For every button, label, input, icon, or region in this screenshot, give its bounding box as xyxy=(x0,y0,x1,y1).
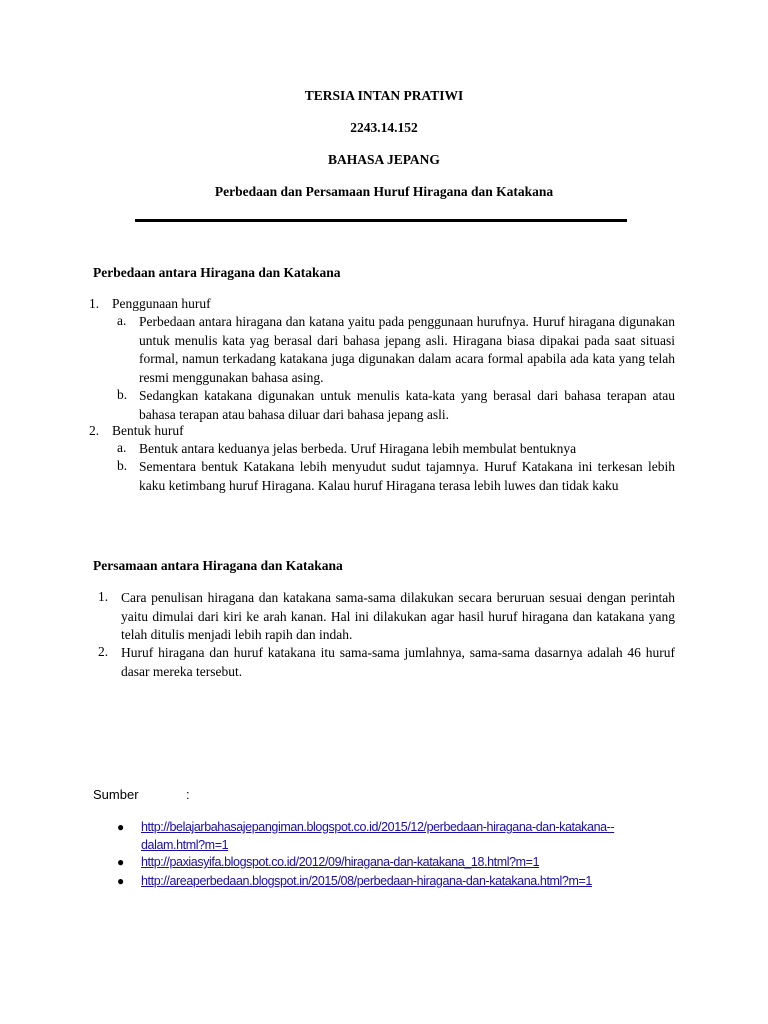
source-link[interactable]: http://paxiasyifa.blogspot.co.id/2012/09/hiragana-dan-katakana_18.html?m=1 xyxy=(141,855,540,869)
bullet-icon: ● xyxy=(117,820,125,834)
list-number: 2. xyxy=(98,644,109,659)
sumber-colon: : xyxy=(186,787,190,802)
sumber-label: Sumber xyxy=(93,787,139,802)
subject-title: BAHASA JEPANG xyxy=(328,152,440,167)
list-item-text: Cara penulisan hiragana dan katakana sama-sama dilakukan secara beruruan sesuai dengan perintah yaitu dimulai dari kiri ke arah kanan. Hal ini dilakukan agar hasil huruf hiragana dan katakana yang telah ditulis menjadi lebih rapih dan indah. xyxy=(121,590,675,642)
author-name: TERSIA INTAN PRATIWI xyxy=(304,88,464,103)
sub-letter: b. xyxy=(117,458,128,473)
bullet-icon: ● xyxy=(117,874,125,888)
bullet-icon: ● xyxy=(117,855,125,869)
list-number: 1. xyxy=(98,589,109,604)
list-number: 2. xyxy=(89,423,100,438)
sub-item-text: Sementara bentuk Katakana lebih menyudut sudut tajamnya. Huruf Katakana ini terkesan lebih kaku ketimbang huruf Hiragana. Kalau huruf Hiragana terasa lebih luwes dan tidak kaku xyxy=(139,459,675,493)
title-divider xyxy=(135,219,627,222)
sub-letter: a. xyxy=(117,440,127,455)
sub-item-text: Bentuk antara keduanya jelas berbeda. Uruf Hiragana lebih membulat bentuknya xyxy=(139,441,577,456)
persamaan-heading: Persamaan antara Hiragana dan Katakana xyxy=(93,558,343,573)
list-item-title: Bentuk huruf xyxy=(112,423,184,438)
document-title: Perbedaan dan Persamaan Huruf Hiragana dan Katakana xyxy=(214,184,554,199)
sub-item-text: Sedangkan katakana digunakan untuk menulis kata-kata yang berasal dari bahasa terapan atau bahasa terapan atau bahasa diluar dari bahasa jepang asli. xyxy=(139,388,675,422)
list-item-title: Penggunaan huruf xyxy=(112,296,211,311)
sub-letter: a. xyxy=(117,313,127,328)
sub-letter: b. xyxy=(117,387,128,402)
perbedaan-heading: Perbedaan antara Hiragana dan Katakana xyxy=(93,265,341,280)
source-link[interactable]: http://areaperbedaan.blogspot.in/2015/08/perbedaan-hiragana-dan-katakana.html?m=1 xyxy=(141,874,592,888)
student-id: 2243.14.152 xyxy=(350,120,418,135)
list-item-text: Huruf hiragana dan huruf katakana itu sama-sama jumlahnya, sama-sama dasarnya adalah 46 huruf dasar mereka tersebut. xyxy=(121,645,675,679)
source-link[interactable]: http://belajarbahasajepangiman.blogspot.co.id/2015/12/perbedaan-hiragana-dan-katakana--dalam.html?m=1 xyxy=(141,820,615,852)
list-number: 1. xyxy=(89,296,100,311)
sub-item-text: Perbedaan antara hiragana dan katana yaitu pada penggunaan hurufnya. Huruf hiragana digunakan untuk menulis kata yag berasal dari bahasa jepang asli. Hiragana biasa dipakai pada saat situasi formal, namun terkadang katakana juga digunakan dalam acara formal apabila ada kata yang telah resmi menggunakan bahasa asing. xyxy=(139,314,675,385)
